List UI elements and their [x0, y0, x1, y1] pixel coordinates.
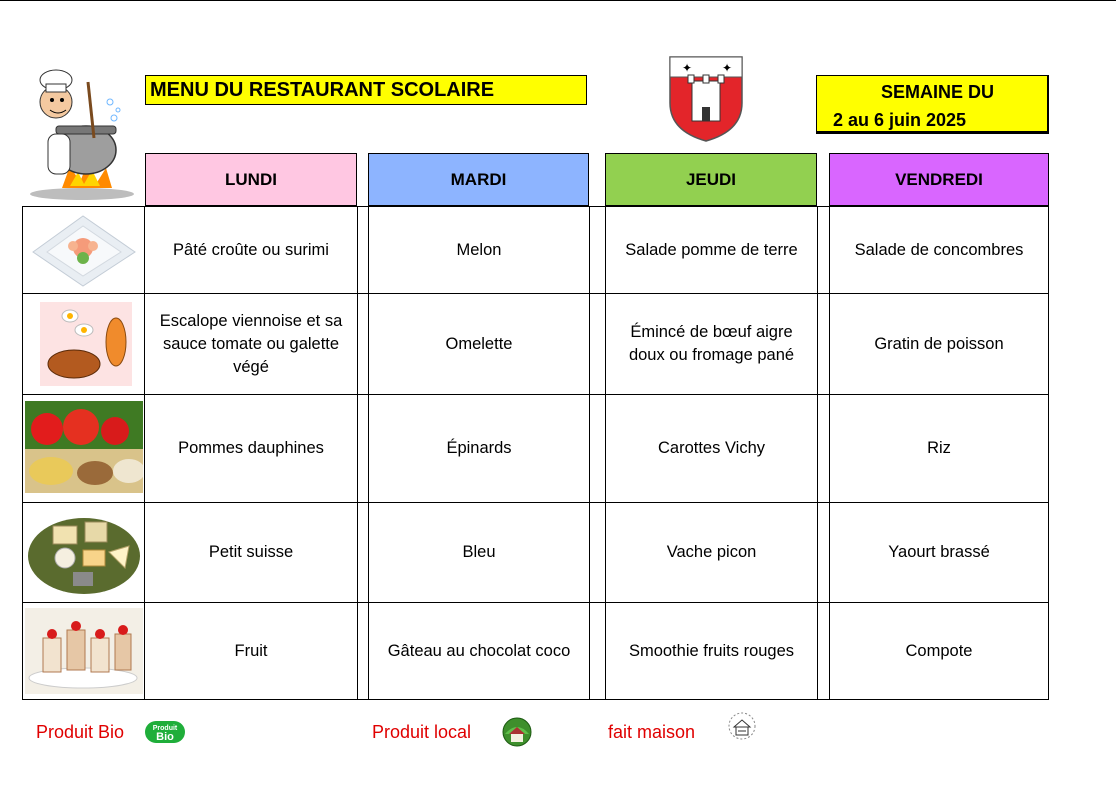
local-product-icon: [499, 716, 535, 748]
menu-cell-jeudi-row1: Salade pomme de terre: [625, 240, 798, 259]
legend-homemade-label: fait maison: [608, 722, 696, 742]
day-header-vendredi: VENDREDI: [829, 153, 1049, 206]
main-dish-icon: [40, 302, 132, 386]
bio-badge-icon: [144, 720, 186, 744]
svg-text:✦: ✦: [722, 61, 733, 75]
svg-text:Bio: Bio: [156, 731, 174, 743]
menu-cell-lundi-row1: Pâté croûte ou surimi: [173, 240, 329, 259]
menu-cell-mardi-row3: Épinards: [446, 439, 512, 457]
chef-cooking-icon: [22, 62, 140, 202]
menu-cell-jeudi-row2: Émincé de bœuf aigre doux ou fromage pané: [628, 323, 795, 364]
day-header-mardi: MARDI: [368, 153, 589, 206]
menu-cell-mardi-row4: Bleu: [462, 543, 496, 561]
week-label: SEMAINE DU: [881, 82, 995, 102]
menu-cell-lundi-row2: Escalope viennoise et sa sauce tomate ou galette végé: [159, 311, 343, 376]
menu-cell-vendredi-row4: Yaourt brassé: [888, 543, 990, 561]
day-header-jeudi: JEUDI: [605, 153, 817, 206]
week-box: [816, 75, 1049, 134]
town-crest-icon: [668, 55, 744, 143]
menu-cell-jeudi-row3: Carottes Vichy: [658, 439, 765, 457]
menu-cell-lundi-row5: Fruit: [234, 641, 268, 660]
legend-bio-label: Produit Bio: [36, 722, 125, 742]
menu-table: [22, 206, 1049, 700]
day-header-lundi: LUNDI: [145, 153, 357, 206]
svg-text:Produit: Produit: [152, 725, 178, 732]
menu-cell-jeudi-row5: Smoothie fruits rouges: [628, 641, 795, 660]
menu-cell-lundi-row4: Petit suisse: [208, 543, 294, 561]
top-border: [0, 0, 1116, 1]
menu-cell-vendredi-row5: Compote: [905, 641, 973, 660]
menu-cell-lundi-row3: Pommes dauphines: [178, 439, 324, 457]
homemade-icon: [726, 711, 758, 741]
menu-cell-mardi-row2: Omelette: [445, 334, 513, 353]
cheese-platter-icon: [25, 506, 143, 598]
menu-title: MENU DU RESTAURANT SCOLAIRE: [145, 75, 587, 105]
menu-cell-mardi-row1: Melon: [456, 240, 502, 259]
svg-text:✦: ✦: [682, 61, 693, 75]
starter-plate-icon: [25, 210, 141, 290]
legend-local-label: Produit local: [372, 722, 472, 742]
menu-cell-vendredi-row3: Riz: [927, 439, 951, 457]
dessert-cups-icon: [25, 608, 143, 694]
menu-cell-vendredi-row1: Salade de concombres: [854, 240, 1024, 259]
week-dates: 2 au 6 juin 2025: [833, 110, 967, 130]
vegetables-grains-icon: [25, 401, 143, 493]
menu-cell-mardi-row5: Gâteau au chocolat coco: [387, 641, 571, 660]
menu-cell-jeudi-row4: Vache picon: [666, 543, 757, 561]
menu-cell-vendredi-row2: Gratin de poisson: [874, 334, 1004, 353]
